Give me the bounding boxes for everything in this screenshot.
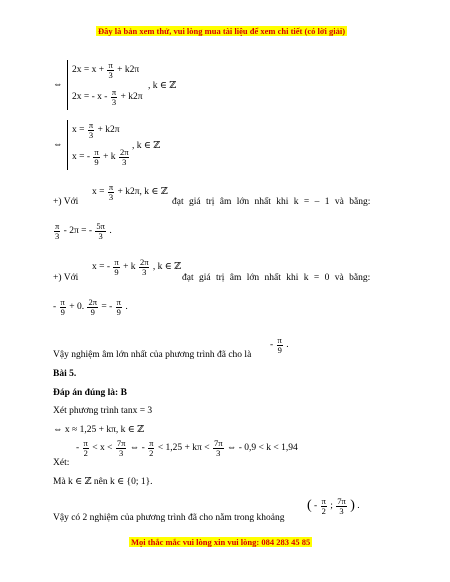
interval: ( - $\frac{\pi}{2}$ ; $\frac{7\pi}{3}$ ) . <box>307 496 360 516</box>
conclusion-text: Vậy nghiệm âm lớn nhất của phương trình đã cho là <box>53 350 252 360</box>
case2-label: +) Với <box>53 273 79 283</box>
case2-expression: x = - $\frac{\pi}{9}$ + k $\frac{2\pi}{3}$ , k ∈ ℤ <box>92 257 182 277</box>
system-brace <box>67 120 68 170</box>
section-title: Bài 5. <box>53 369 77 379</box>
inequality-line: - $\frac{\pi}{2}$ < x < $\frac{7\pi}{3}$ ⇔ - $\frac{\pi}{2}$ < 1,25 + kπ < $\frac{7\pi}{3}$ ⇔ - 0,9 < k < 1,94 <box>76 438 298 458</box>
bai5-conclusion: Vậy có 2 nghiệm của phương trình đã cho nằm trong khoảng <box>53 513 285 523</box>
answer-line: Đáp án đúng là: B <box>53 388 127 398</box>
conclusion-value: - $\frac{\pi}{9}$ . <box>270 335 289 355</box>
system-brace <box>67 60 68 110</box>
equiv-symbol: ⇔ <box>53 80 63 90</box>
case1-expression: x = $\frac{\pi}{3}$ + k2π, k ∈ ℤ <box>92 182 168 202</box>
bai5-line2: ⇔ x ≈ 1,25 + kπ, k ∈ ℤ <box>53 425 145 435</box>
case1-result: $\frac{\pi}{3}$ - 2π = - $\frac{5\pi}{3}$ . <box>55 221 112 241</box>
system1-condition: , k ∈ ℤ <box>148 81 177 91</box>
system2-line1: x = $\frac{\pi}{3}$ + k2π <box>72 120 120 140</box>
system1-line1: 2x = x + $\frac{\pi}{3}$ + k2π <box>72 60 140 80</box>
case1-text: đạt giá trị âm lớn nhất khi k = – 1 và bằng: <box>172 197 371 207</box>
case2-result: - $\frac{\pi}{9}$ + 0. $\frac{2\pi}{9}$ = - $\frac{\pi}{9}$ . <box>53 297 128 317</box>
case1-label: +) Với <box>53 197 79 207</box>
xet-label: Xét: <box>53 458 70 468</box>
contact-footer: Mọi thắc mắc vui lòng xin vui lòng: 084 283 45 85 <box>131 537 311 547</box>
equiv-symbol: ⇔ <box>53 140 63 150</box>
system2-line2: x = - $\frac{\pi}{9}$ + k $\frac{2\pi}{3}$ <box>72 147 129 167</box>
system1-line2: 2x = - x - $\frac{\pi}{3}$ + k2π <box>72 87 143 107</box>
bai5-line1: Xét phương trình tanx = 3 <box>53 406 153 416</box>
system2-condition: , k ∈ ℤ <box>132 141 161 151</box>
preview-notice-banner: Đây là bản xem thử, vui lòng mua tài liệu để xem chi tiết (có lời giải) <box>98 26 346 36</box>
case2-text: đạt giá trị âm lớn nhất khi k = 0 và bằng: <box>182 273 371 283</box>
bai5-line4: Mà k ∈ ℤ nên k ∈ {0; 1}. <box>53 477 153 487</box>
